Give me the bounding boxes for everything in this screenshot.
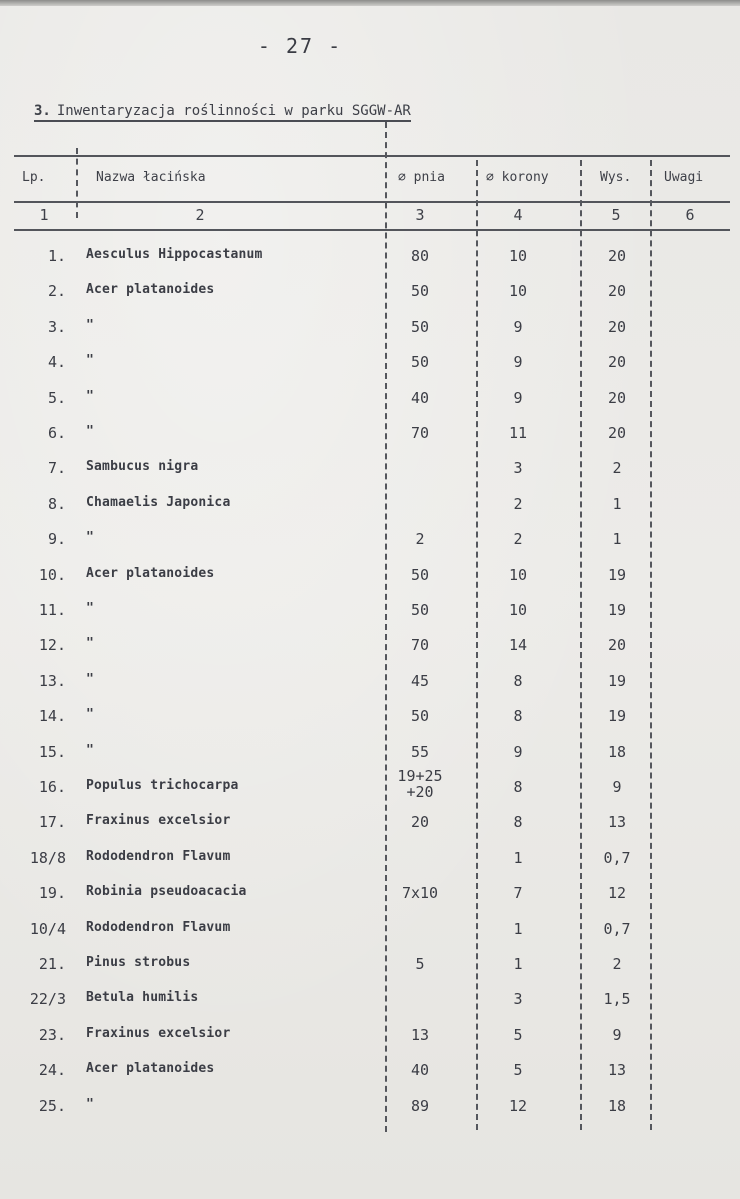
table-row <box>0 1061 740 1097</box>
height-cell: 0,7 <box>603 920 631 938</box>
height-cell: 9 <box>612 1026 622 1044</box>
trunk-diameter-cell: 5 <box>415 955 425 973</box>
height-cell: 9 <box>612 778 622 796</box>
height-cell: 13 <box>607 813 627 831</box>
table-row <box>0 672 740 708</box>
latin-name-cell: " <box>86 743 95 758</box>
table-row <box>0 990 740 1026</box>
table-row <box>0 1026 740 1062</box>
row-number-cell: 25. <box>38 1097 66 1115</box>
crown-diameter-cell: 14 <box>508 636 528 654</box>
crown-diameter-cell: 12 <box>508 1097 528 1115</box>
trunk-diameter-cell: 80 <box>410 247 430 265</box>
table-row <box>0 424 740 460</box>
crown-diameter-cell: 10 <box>508 566 528 584</box>
column-number-4: 4 <box>513 206 523 224</box>
height-cell: 2 <box>612 955 622 973</box>
crown-diameter-cell: 11 <box>508 424 528 442</box>
trunk-diameter-cell: 45 <box>410 672 430 690</box>
height-cell: 20 <box>607 247 627 265</box>
latin-name-cell: " <box>86 672 95 687</box>
latin-name-cell: Populus trichocarpa <box>86 778 239 793</box>
column-number-6: 6 <box>685 206 695 224</box>
trunk-diameter-cell: 13 <box>410 1026 430 1044</box>
row-number-cell: 21. <box>38 955 66 973</box>
crown-diameter-cell: 9 <box>513 743 523 761</box>
header-korony: ⌀ korony <box>486 170 549 185</box>
latin-name-cell: Rododendron Flavum <box>86 920 231 935</box>
latin-name-cell: " <box>86 389 95 404</box>
crown-diameter-cell: 10 <box>508 247 528 265</box>
trunk-diameter-cell: 50 <box>410 318 430 336</box>
header-name: Nazwa łacińska <box>96 170 206 185</box>
row-number-cell: 9. <box>47 530 66 548</box>
latin-name-cell: " <box>86 353 95 368</box>
table-row <box>0 813 740 849</box>
table-row <box>0 389 740 425</box>
section-number: 3. <box>34 103 51 119</box>
header-wys: Wys. <box>600 170 632 185</box>
row-number-cell: 13. <box>38 672 66 690</box>
trunk-diameter-cell: 50 <box>410 566 430 584</box>
table-row <box>0 636 740 672</box>
row-number-cell: 16. <box>38 778 66 796</box>
row-number-cell: 2. <box>47 282 66 300</box>
latin-name-cell: " <box>86 530 95 545</box>
trunk-diameter-cell: 7x10 <box>401 884 439 902</box>
latin-name-cell: Acer platanoides <box>86 282 215 297</box>
height-cell: 12 <box>607 884 627 902</box>
table-row <box>0 601 740 637</box>
height-cell: 20 <box>607 389 627 407</box>
crown-diameter-cell: 8 <box>513 672 523 690</box>
trunk-diameter-cell: 40 <box>410 1061 430 1079</box>
latin-name-cell: Acer platanoides <box>86 566 215 581</box>
table-row <box>0 318 740 354</box>
row-number-cell: 11. <box>38 601 66 619</box>
height-cell: 18 <box>607 1097 627 1115</box>
table-row <box>0 849 740 885</box>
trunk-diameter-cell: 50 <box>410 707 430 725</box>
table-row <box>0 247 740 283</box>
height-cell: 1 <box>612 530 622 548</box>
crown-diameter-cell: 3 <box>513 459 523 477</box>
header-uwagi: Uwagi <box>664 170 704 185</box>
crown-diameter-cell: 10 <box>508 282 528 300</box>
table-row <box>0 955 740 991</box>
table-row <box>0 707 740 743</box>
latin-name-cell: Chamaelis Japonica <box>86 495 231 510</box>
crown-diameter-cell: 5 <box>513 1061 523 1079</box>
trunk-diameter-cell: 70 <box>410 424 430 442</box>
trunk-diameter-cell: 2 <box>415 530 425 548</box>
row-number-cell: 22/3 <box>29 990 66 1008</box>
latin-name-cell: " <box>86 707 95 722</box>
crown-diameter-cell: 8 <box>513 778 523 796</box>
column-number-5: 5 <box>611 206 621 224</box>
crown-diameter-cell: 2 <box>513 530 523 548</box>
section-title: Inwentaryzacja roślinności w parku SGGW-AR <box>56 103 411 119</box>
table-row <box>0 459 740 495</box>
header-lp: Lp. <box>22 170 46 185</box>
trunk-diameter-cell: 50 <box>410 353 430 371</box>
table-row <box>0 767 740 814</box>
row-number-cell: 5. <box>47 389 66 407</box>
table-row <box>0 566 740 602</box>
header-pnia: ⌀ pnia <box>398 170 445 185</box>
table-row <box>0 282 740 318</box>
latin-name-cell: Aesculus Hippocastanum <box>86 247 263 262</box>
trunk-diameter-cell: 55 <box>410 743 430 761</box>
trunk-diameter-cell: 40 <box>410 389 430 407</box>
latin-name-cell: Fraxinus excelsior <box>86 1026 231 1041</box>
row-number-cell: 24. <box>38 1061 66 1079</box>
row-number-cell: 18/8 <box>29 849 66 867</box>
height-cell: 13 <box>607 1061 627 1079</box>
row-number-cell: 12. <box>38 636 66 654</box>
crown-diameter-cell: 8 <box>513 813 523 831</box>
height-cell: 19 <box>607 672 627 690</box>
row-number-cell: 17. <box>38 813 66 831</box>
crown-diameter-cell: 10 <box>508 601 528 619</box>
height-cell: 20 <box>607 353 627 371</box>
trunk-diameter-cell: 50 <box>410 282 430 300</box>
height-cell: 1,5 <box>603 990 631 1008</box>
latin-name-cell: " <box>86 318 95 333</box>
height-cell: 1 <box>612 495 622 513</box>
crown-diameter-cell: 9 <box>513 353 523 371</box>
crown-diameter-cell: 1 <box>513 955 523 973</box>
row-number-cell: 15. <box>38 743 66 761</box>
height-cell: 18 <box>607 743 627 761</box>
crown-diameter-cell: 1 <box>513 849 523 867</box>
crown-diameter-cell: 9 <box>513 389 523 407</box>
trunk-diameter-cell: 50 <box>410 601 430 619</box>
height-cell: 19 <box>607 707 627 725</box>
row-number-cell: 7. <box>47 459 66 477</box>
latin-name-cell: Betula humilis <box>86 990 199 1005</box>
table-row <box>0 495 740 531</box>
table-row <box>0 743 740 779</box>
page-number: - 27 - <box>257 34 343 58</box>
column-number-3: 3 <box>415 206 425 224</box>
crown-diameter-cell: 8 <box>513 707 523 725</box>
row-number-cell: 10. <box>38 566 66 584</box>
height-cell: 20 <box>607 318 627 336</box>
table-row <box>0 884 740 920</box>
height-cell: 2 <box>612 459 622 477</box>
trunk-diameter-cell: 89 <box>410 1097 430 1115</box>
row-number-cell: 14. <box>38 707 66 725</box>
trunk-diameter-cell: 19+25 +20 <box>397 767 443 801</box>
height-cell: 19 <box>607 601 627 619</box>
height-cell: 20 <box>607 424 627 442</box>
row-number-cell: 8. <box>47 495 66 513</box>
row-number-cell: 3. <box>47 318 66 336</box>
table-row <box>0 920 740 956</box>
latin-name-cell: " <box>86 424 95 439</box>
height-cell: 20 <box>607 282 627 300</box>
crown-diameter-cell: 3 <box>513 990 523 1008</box>
row-number-cell: 6. <box>47 424 66 442</box>
trunk-diameter-cell: 20 <box>410 813 430 831</box>
trunk-diameter-cell: 70 <box>410 636 430 654</box>
row-number-cell: 4. <box>47 353 66 371</box>
crown-diameter-cell: 2 <box>513 495 523 513</box>
latin-name-cell: Rododendron Flavum <box>86 849 231 864</box>
height-cell: 19 <box>607 566 627 584</box>
latin-name-cell: Pinus strobus <box>86 955 191 970</box>
latin-name-cell: Robinia pseudoacacia <box>86 884 247 899</box>
table-row <box>0 353 740 389</box>
latin-name-cell: " <box>86 601 95 616</box>
table-row <box>0 1097 740 1133</box>
crown-diameter-cell: 9 <box>513 318 523 336</box>
latin-name-cell: " <box>86 636 95 651</box>
column-number-1: 1 <box>39 206 49 224</box>
crown-diameter-cell: 1 <box>513 920 523 938</box>
latin-name-cell: Fraxinus excelsior <box>86 813 231 828</box>
row-number-cell: 10/4 <box>29 920 66 938</box>
table-row <box>0 530 740 566</box>
crown-diameter-cell: 7 <box>513 884 523 902</box>
latin-name-cell: " <box>86 1097 95 1112</box>
height-cell: 20 <box>607 636 627 654</box>
row-number-cell: 23. <box>38 1026 66 1044</box>
latin-name-cell: Sambucus nigra <box>86 459 199 474</box>
crown-diameter-cell: 5 <box>513 1026 523 1044</box>
latin-name-cell: Acer platanoides <box>86 1061 215 1076</box>
height-cell: 0,7 <box>603 849 631 867</box>
column-number-2: 2 <box>195 206 205 224</box>
row-number-cell: 1. <box>47 247 66 265</box>
row-number-cell: 19. <box>38 884 66 902</box>
